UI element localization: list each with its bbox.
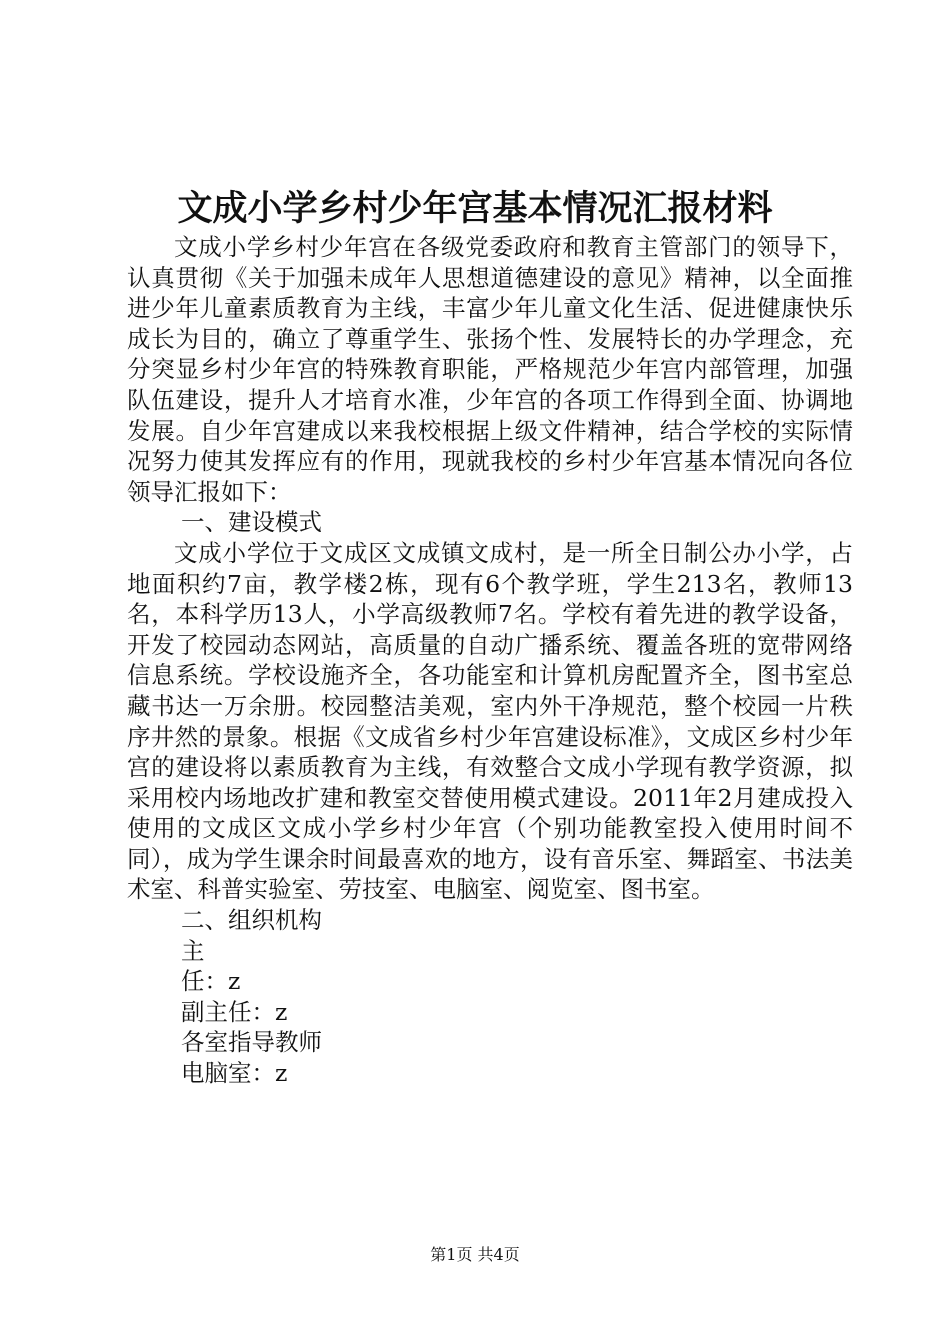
org-line-computer-room: 电脑室：z (181, 1059, 288, 1088)
org-line-room-instructors: 各室指导教师 (181, 1028, 322, 1057)
section-heading-organization: 二、组织机构 (181, 906, 322, 935)
document-body (127, 232, 853, 1089)
org-line-deputy-director: 副主任：z (181, 997, 288, 1026)
org-line-director-2: 任：z (181, 967, 241, 996)
section-heading-construction: 一、建设模式 (181, 508, 322, 537)
intro-paragraph: 文成小学乡村少年宫在各级党委政府和教育主管部门的领导下，认真贯彻《关于加强未成年人思想道德建设的意见》精神，以全面推进少年儿童素质教育为主线，丰富少年儿童文化生活、促进健康快乐成长为目的，确立了尊重学生、张扬个性、发展特长的办学理念，充分突显乡村少年宫的特殊教育职能，严格规范少年宫内部管理，加强队伍建设，提升人才培育水准，少年宫的各项工作得到全面、协调地发展。自少年宫建成以来我校根据上级文件精神，结合学校的实际情况努力使其发挥应有的作用，现就我校的乡村少年宫基本情况向各位领导汇报如下： (127, 233, 853, 506)
org-line-director-1: 主 (181, 936, 205, 965)
page-footer: 第1页 共4页 (430, 1245, 520, 1264)
document-title: 文成小学乡村少年宫基本情况汇报材料 (177, 188, 773, 229)
construction-paragraph: 文成小学位于文成区文成镇文成村，是一所全日制公办小学，占地面积约7亩，教学楼2栋，现有6个教学班，学生213名，教师13名，本科学历13人，小学高级教师7名。学校有着先进的教学设备，开发了校园动态网站，高质量的自动广播系统、覆盖各班的宽带网络信息系统。学校设施齐全，各功能室和计算机房配置齐全，图书室总藏书达一万余册。校园整洁美观，室内外干净规范，整个校园一片秩序井然的景象。根据《文成省乡村少年宫建设标准》，文成区乡村少年宫的建设将以素质教育为主线，有效整合文成小学现有教学资源，拟采用校内场地改扩建和教室交替使用模式建设。2011年2月建成投入使用的文成区文成小学乡村少年宫（个别功能教室投入使用时间不同），成为学生课余时间最喜欢的地方，设有音乐室、舞蹈室、书法美术室、科普实验室、劳技室、电脑室、阅览室、图书室。 (127, 538, 853, 904)
